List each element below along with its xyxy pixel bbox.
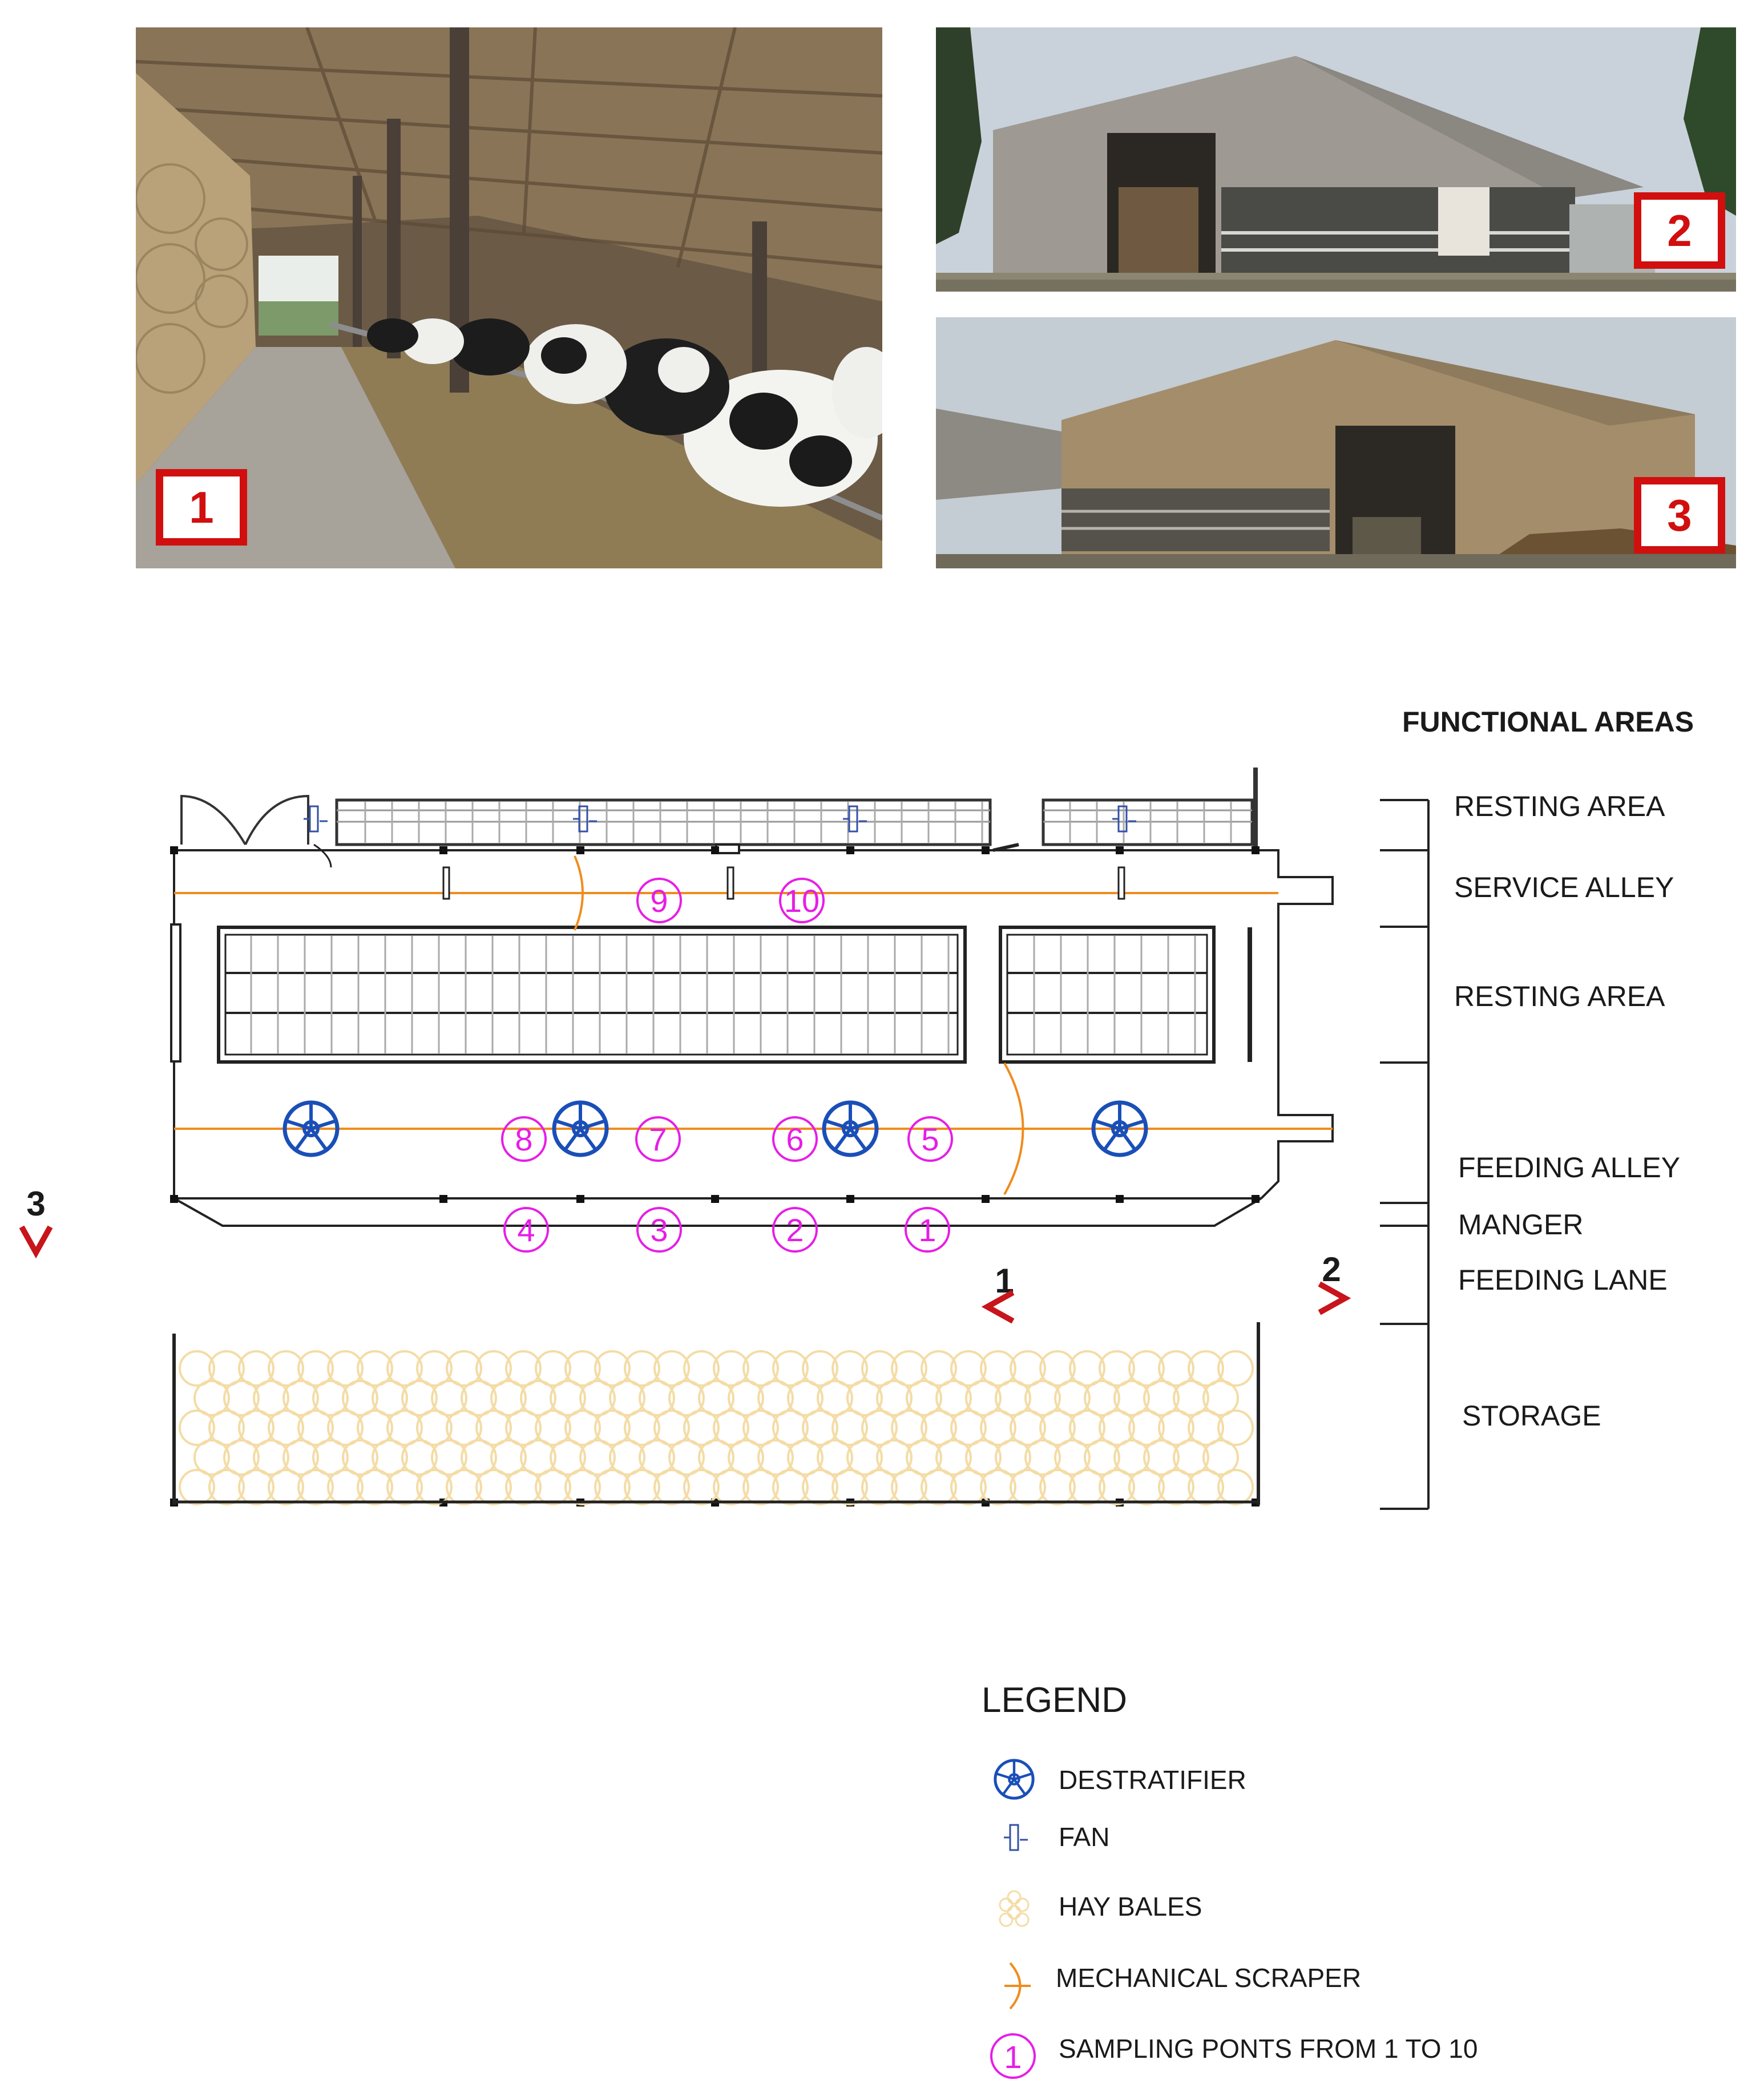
middle-resting-area [219,927,1250,1062]
functional-areas-panel [1380,706,1694,1509]
photo-2-badge: 2 [1634,192,1725,269]
sampling-point-10 [780,879,824,922]
area-label-resting-top: RESTING AREA [1454,790,1665,822]
view-marker-1-number: 1 [995,1262,1014,1300]
legend [982,1681,1478,2078]
sampling-point-7 [636,1117,680,1161]
view-marker-1 [987,1262,1014,1321]
sampling-point-label: 4 [517,1212,535,1248]
legend-label-fan: FAN [1059,1822,1110,1852]
service-alley [174,845,1278,899]
legend-title: LEGEND [982,1681,1127,1720]
functional-areas-title: FUNCTIONAL AREAS [1402,706,1694,738]
area-label-service-alley: SERVICE ALLEY [1454,871,1674,903]
sampling-point-icon-label: 1 [1004,2039,1022,2075]
photo-2-front-exterior [936,27,1736,292]
view-marker-2 [1319,1250,1345,1312]
sampling-point-4 [504,1208,548,1251]
sampling-point-1 [906,1208,949,1251]
view-marker-2-number: 2 [1322,1250,1341,1289]
mechanical-scraper-icon [1004,1963,1031,2009]
area-label-manger: MANGER [1458,1209,1584,1241]
legend-label-sampling-points: SAMPLING PONTS FROM 1 TO 10 [1059,2034,1478,2063]
sampling-point-label: 7 [649,1121,667,1157]
fan-icon [1004,1825,1028,1850]
sampling-point-5 [909,1117,952,1161]
destratifier-icon [995,1760,1033,1798]
sampling-point-icon [991,2034,1035,2078]
area-label-storage: STORAGE [1462,1400,1601,1432]
sampling-point-label: 5 [921,1121,939,1157]
view-marker-3-number: 3 [26,1185,46,1223]
sampling-point-9 [637,879,681,922]
sampling-point-6 [773,1117,817,1161]
area-label-feeding-lane: FEEDING LANE [1458,1264,1668,1296]
barn-walls [171,850,1333,1226]
photo-3-badge: 3 [1634,477,1725,554]
sampling-point-label: 8 [515,1121,533,1157]
photo-1-interior [136,27,882,568]
storage-area [174,1322,1258,1505]
sampling-point-3 [637,1208,681,1251]
barn-floor-plan [0,616,1764,2092]
sampling-point-8 [502,1117,546,1161]
sampling-point-label: 9 [650,883,668,919]
photo-1-badge: 1 [156,469,247,546]
photo-3-side-exterior [936,317,1736,568]
sampling-point-label: 1 [918,1212,937,1248]
area-label-resting-middle: RESTING AREA [1454,980,1665,1012]
sampling-point-label: 3 [650,1212,668,1248]
legend-label-hay-bales: HAY BALES [1059,1892,1202,1921]
sampling-point-label: 2 [786,1212,804,1248]
legend-label-mechanical-scraper: MECHANICAL SCRAPER [1056,1963,1362,1993]
view-marker-3 [22,1185,50,1253]
structural-columns [170,846,1260,1507]
sampling-point-label: 10 [784,883,820,919]
legend-label-destratifier: DESTRATIFIER [1059,1765,1246,1795]
hay-bales-icon [1000,1891,1028,1926]
sampling-point-label: 6 [786,1121,804,1157]
top-resting-area [181,768,1256,850]
sampling-point-2 [773,1208,817,1251]
area-label-feeding-alley: FEEDING ALLEY [1458,1152,1681,1184]
